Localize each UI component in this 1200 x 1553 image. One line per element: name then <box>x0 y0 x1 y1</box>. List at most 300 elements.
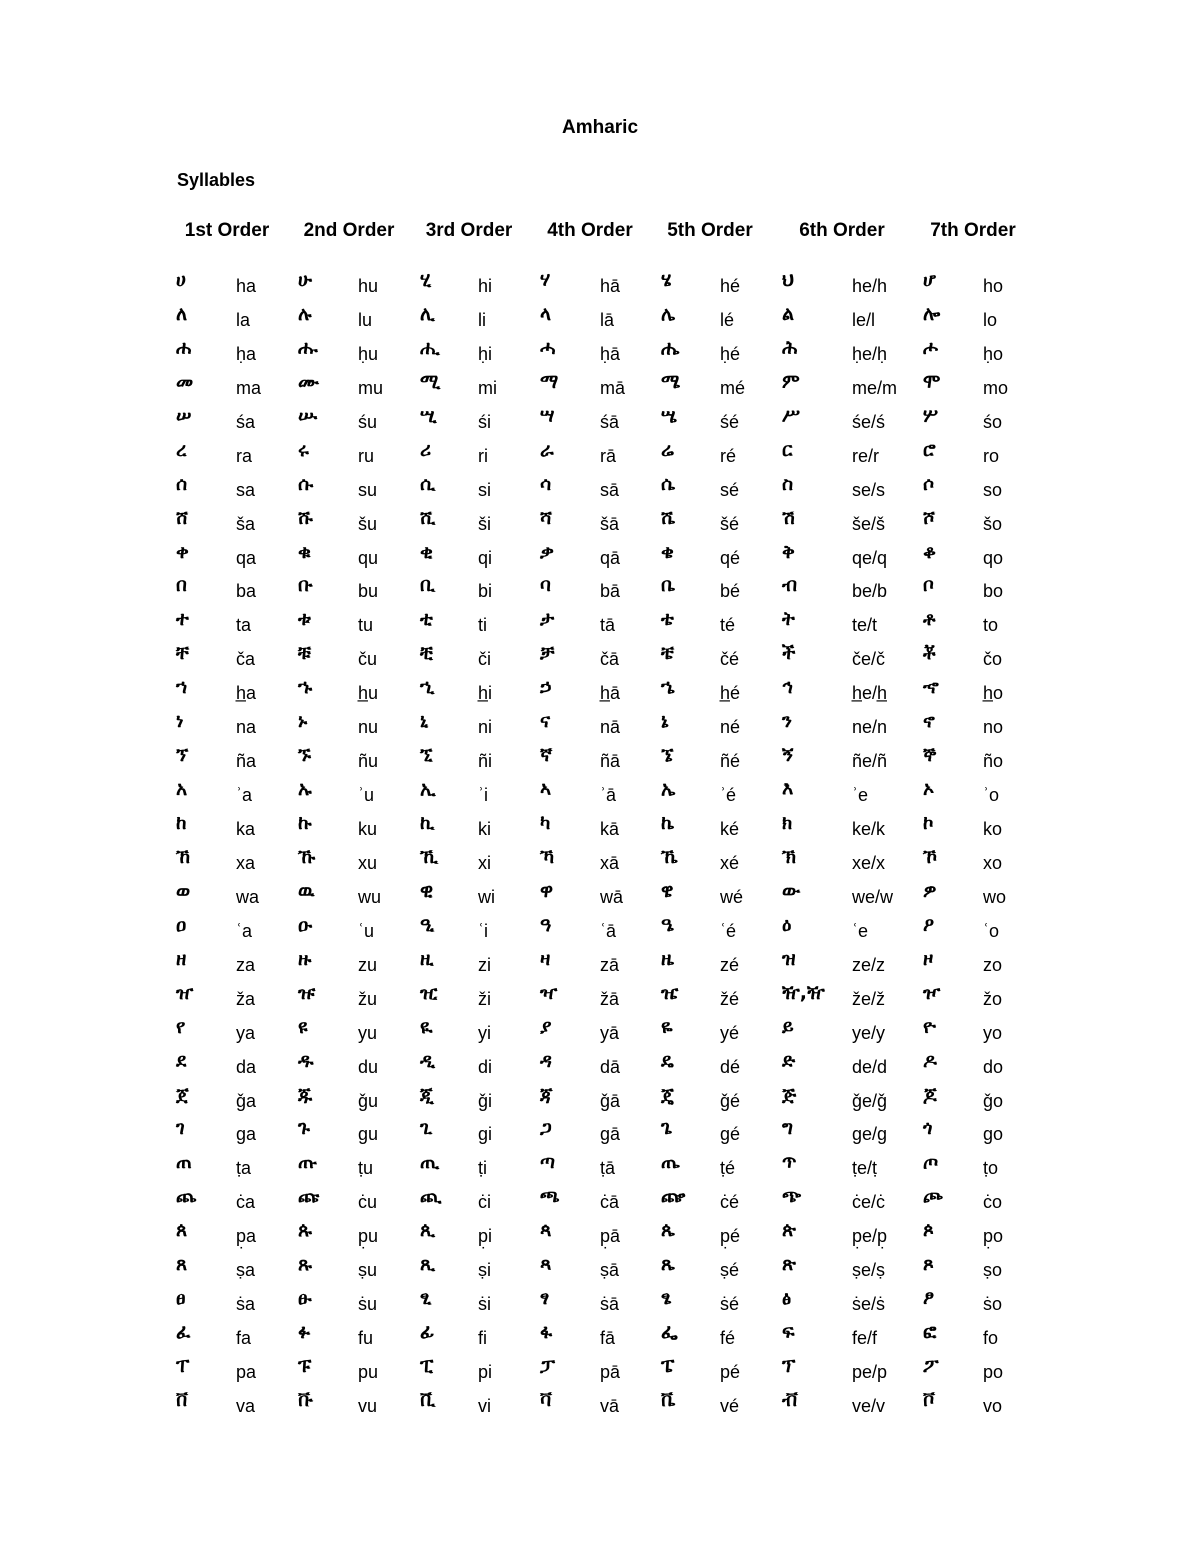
transliteration: p̣é <box>720 1226 741 1247</box>
fidel-glyph: ኣ <box>540 778 552 801</box>
transliteration: zo <box>983 954 1003 975</box>
fidel-glyph: ይ <box>782 1015 794 1038</box>
table-row <box>0 540 1200 574</box>
transliteration: še/š <box>852 513 886 534</box>
transliteration: śu <box>358 411 378 432</box>
transliteration: čo <box>983 649 1003 670</box>
transliteration: vi <box>478 1395 491 1416</box>
fidel-glyph: ፋ <box>540 1321 553 1344</box>
fidel-glyph: ኂ <box>420 676 435 699</box>
fidel-glyph: ፓ <box>540 1355 556 1377</box>
table-row <box>0 1354 1200 1388</box>
transliteration: xo <box>983 852 1003 873</box>
fidel-glyph: ገ <box>176 1117 185 1140</box>
transliteration: bo <box>983 581 1004 602</box>
transliteration: zi <box>478 954 491 975</box>
fidel-glyph: ኁ <box>298 676 313 699</box>
table-row <box>0 1015 1200 1049</box>
fidel-glyph: ኻ <box>540 845 555 868</box>
transliteration: ri <box>478 445 488 466</box>
fidel-glyph: ደ <box>176 1049 187 1072</box>
fidel-glyph: ሄ <box>661 269 672 291</box>
fidel-glyph: ኛ <box>540 744 553 767</box>
transliteration: da <box>236 1056 257 1077</box>
fidel-glyph: ጩ <box>298 1185 320 1208</box>
fidel-glyph: ዌ <box>661 879 674 902</box>
table-row <box>0 675 1200 709</box>
transliteration: ke/k <box>852 819 886 839</box>
transliteration: wa <box>236 886 260 907</box>
fidel-glyph: ዴ <box>661 1049 674 1072</box>
fidel-glyph: ዘ <box>176 947 187 970</box>
transliteration: sā <box>600 479 620 500</box>
transliteration: va <box>236 1395 256 1416</box>
fidel-glyph: ኬ <box>661 812 675 834</box>
transliteration: so <box>983 479 1003 500</box>
fidel-glyph: ጳ <box>540 1219 552 1242</box>
transliteration: šu <box>358 513 378 534</box>
transliteration: yo <box>983 1022 1003 1043</box>
table-row <box>0 1252 1200 1286</box>
fidel-glyph: ሩ <box>298 438 309 461</box>
transliteration: za <box>236 954 256 975</box>
transliteration: vā <box>600 1395 620 1416</box>
transliteration: ve/v <box>852 1395 886 1416</box>
transliteration: we/w <box>852 886 894 907</box>
transliteration: p̣i <box>478 1226 493 1247</box>
transliteration: ċe/ċ <box>852 1192 886 1213</box>
fidel-glyph: ሳ <box>540 472 552 495</box>
fidel-glyph: ኦ <box>923 778 935 801</box>
fidel-glyph: ኸ <box>176 845 191 868</box>
header-5th-order: 5th Order <box>667 220 753 241</box>
transliteration: xa <box>236 852 256 873</box>
transliteration: du <box>358 1056 379 1077</box>
transliteration: mā <box>600 377 626 398</box>
transliteration: dé <box>720 1056 741 1077</box>
fidel-glyph: ኖ <box>923 710 935 733</box>
transliteration: čé <box>720 649 740 670</box>
transliteration: ro <box>983 445 1000 466</box>
column-headers <box>0 220 1200 250</box>
fidel-glyph: ወ <box>176 879 191 902</box>
fidel-glyph: ት <box>782 608 795 631</box>
table-row <box>0 1049 1200 1083</box>
table-row <box>0 573 1200 607</box>
transliteration: ǧu <box>358 1090 379 1111</box>
fidel-glyph: ኙ <box>298 744 311 767</box>
transliteration: ču <box>358 649 378 670</box>
fidel-glyph: ቫ <box>540 1388 552 1411</box>
table-row <box>0 404 1200 438</box>
transliteration: pu <box>358 1362 379 1382</box>
fidel-glyph: ሼ <box>661 506 676 529</box>
transliteration: le/l <box>852 309 876 330</box>
fidel-glyph: ቡ <box>298 574 313 597</box>
transliteration: wā <box>600 886 624 907</box>
transliteration: h̲e/h̲ <box>852 683 888 704</box>
fidel-glyph: ፍ <box>782 1321 795 1344</box>
fidel-glyph: ጹ <box>298 1253 312 1276</box>
fidel-glyph: ቂ <box>420 540 433 563</box>
fidel-glyph: ማ <box>540 370 559 393</box>
transliteration: ṡé <box>720 1294 740 1315</box>
transliteration: ḥā <box>600 343 621 364</box>
fidel-glyph: ቼ <box>661 642 675 665</box>
fidel-glyph: ክ <box>782 812 793 834</box>
fidel-glyph: ጰ <box>176 1219 188 1242</box>
transliteration: ʿe <box>852 920 869 941</box>
table-row <box>0 1286 1200 1320</box>
fidel-glyph: ቨ <box>176 1388 188 1411</box>
transliteration: xā <box>600 852 620 873</box>
transliteration: ṡi <box>478 1294 491 1315</box>
fidel-glyph: ቱ <box>298 608 311 631</box>
transliteration: ké <box>720 819 740 839</box>
fidel-glyph: ሞ <box>923 370 941 393</box>
transliteration: ḥi <box>478 343 493 364</box>
fidel-glyph: ዤ <box>661 981 679 1004</box>
transliteration: lo <box>983 309 998 330</box>
fidel-glyph: ዙ <box>298 947 312 970</box>
fidel-glyph: ቶ <box>923 608 936 631</box>
transliteration: ko <box>983 819 1003 839</box>
transliteration: ʾo <box>983 785 1000 806</box>
fidel-glyph: ጌ <box>661 1117 673 1140</box>
fidel-glyph: ቀ <box>176 540 189 563</box>
fidel-glyph: ች <box>782 642 796 665</box>
transliteration: wu <box>358 886 382 907</box>
fidel-glyph: ዣ <box>540 981 558 1004</box>
fidel-glyph: ሤ <box>661 404 678 427</box>
transliteration: ṡā <box>600 1294 620 1315</box>
fidel-glyph: ሴ <box>661 472 676 495</box>
transliteration: h̲u <box>358 683 379 704</box>
transliteration: lā <box>600 309 615 330</box>
transliteration: ǧa <box>236 1090 257 1111</box>
transliteration: čā <box>600 649 620 670</box>
fidel-glyph: ጠ <box>176 1151 192 1174</box>
transliteration: sé <box>720 479 740 500</box>
transliteration: žé <box>720 988 740 1009</box>
transliteration: re/r <box>852 445 879 466</box>
fidel-glyph: ተ <box>176 608 189 631</box>
fidel-glyph: ጨ <box>176 1185 197 1208</box>
transliteration: dā <box>600 1056 621 1077</box>
fidel-glyph: ጺ <box>420 1253 436 1276</box>
transliteration: me/m <box>852 377 897 398</box>
transliteration: wo <box>983 886 1007 907</box>
transliteration: pe/p <box>852 1362 888 1382</box>
fidel-glyph: ሚ <box>420 370 441 393</box>
table-row <box>0 777 1200 811</box>
fidel-glyph: ብ <box>782 574 798 597</box>
fidel-glyph: ቹ <box>298 642 312 665</box>
fidel-glyph: ቭ <box>782 1388 798 1411</box>
fidel-glyph: ዊ <box>420 879 434 902</box>
fidel-glyph: ዲ <box>420 1049 436 1072</box>
fidel-glyph: ሱ <box>298 472 314 495</box>
fidel-glyph: ጢ <box>420 1151 440 1174</box>
fidel-glyph: ኮ <box>923 812 934 834</box>
fidel-glyph: ኩ <box>298 812 312 834</box>
table-row <box>0 709 1200 743</box>
transliteration: ḥe/ḥ <box>852 343 888 364</box>
fidel-glyph: ኤ <box>661 778 676 801</box>
transliteration: gu <box>358 1124 379 1145</box>
table-row <box>0 370 1200 404</box>
fidel-glyph: መ <box>176 370 194 393</box>
transliteration: ṭa <box>236 1158 252 1179</box>
transliteration: ṣā <box>600 1260 620 1281</box>
transliteration: fo <box>983 1328 999 1349</box>
fidel-glyph: ፃ <box>540 1287 550 1310</box>
fidel-glyph: ስ <box>782 472 794 495</box>
transliteration: se/s <box>852 479 886 500</box>
table-row <box>0 947 1200 981</box>
fidel-glyph: ሺ <box>420 506 436 529</box>
transliteration: že/ž <box>852 988 886 1009</box>
fidel-glyph: ጶ <box>923 1219 934 1242</box>
transliteration: qa <box>236 547 257 568</box>
transliteration: ʿi <box>478 920 488 941</box>
transliteration: su <box>358 479 378 500</box>
fidel-glyph: ዦ <box>923 981 941 1004</box>
fidel-glyph: ፕ <box>782 1355 796 1377</box>
transliteration: ṭu <box>358 1158 374 1179</box>
transliteration: ho <box>983 276 1004 296</box>
transliteration: mo <box>983 377 1009 398</box>
transliteration: ḥé <box>720 343 741 364</box>
transliteration: hé <box>720 276 741 296</box>
fidel-glyph: ሎ <box>923 302 941 325</box>
transliteration: ṭā <box>600 1158 616 1179</box>
transliteration: to <box>983 615 999 636</box>
transliteration: yu <box>358 1022 378 1043</box>
table-row <box>0 641 1200 675</box>
transliteration: do <box>983 1056 1004 1077</box>
fidel-glyph: ሾ <box>923 506 935 529</box>
fidel-glyph: ዠ <box>176 981 194 1004</box>
transliteration: tu <box>358 615 374 636</box>
fidel-glyph: ሀ <box>176 269 186 291</box>
transliteration: he/h <box>852 276 888 296</box>
transliteration: pi <box>478 1362 493 1382</box>
fidel-glyph: ኹ <box>298 845 316 868</box>
transliteration: fé <box>720 1328 736 1349</box>
fidel-glyph: ጫ <box>540 1185 560 1208</box>
fidel-glyph: ረ <box>176 438 187 461</box>
transliteration: ċi <box>478 1192 491 1213</box>
fidel-glyph: ኑ <box>298 710 308 733</box>
fidel-glyph: ጥ <box>782 1151 797 1174</box>
transliteration: qu <box>358 547 379 568</box>
fidel-glyph: ሽ <box>782 506 795 529</box>
fidel-glyph: ዐ <box>176 913 187 936</box>
table-row <box>0 472 1200 506</box>
transliteration: žā <box>600 988 620 1009</box>
transliteration: ñé <box>720 751 741 772</box>
fidel-glyph: ቺ <box>420 642 433 665</box>
fidel-glyph: ጾ <box>923 1253 934 1276</box>
fidel-glyph: ፄ <box>661 1287 672 1310</box>
transliteration: ša <box>236 513 256 534</box>
fidel-glyph: ዉ <box>298 879 315 902</box>
transliteration: ṡu <box>358 1294 378 1315</box>
fidel-glyph: ቬ <box>661 1388 676 1411</box>
fidel-glyph: ሻ <box>540 506 552 529</box>
fidel-glyph: ዮ <box>923 1015 936 1038</box>
transliteration: né <box>720 717 741 738</box>
fidel-glyph: ኆ <box>923 676 939 699</box>
transliteration: ge/g <box>852 1124 888 1145</box>
transliteration: ré <box>720 445 737 466</box>
transliteration: si <box>478 479 491 500</box>
transliteration: bā <box>600 581 621 602</box>
transliteration: hi <box>478 276 493 296</box>
fidel-glyph: ዔ <box>661 913 674 936</box>
fidel-glyph: ሠ <box>176 404 192 427</box>
transliteration: ni <box>478 717 493 738</box>
fidel-glyph: ሑ <box>298 336 318 359</box>
fidel-glyph: ዬ <box>661 1015 673 1038</box>
transliteration: ċu <box>358 1192 378 1213</box>
fidel-glyph: ሌ <box>661 302 676 325</box>
transliteration: ʿo <box>983 920 1000 941</box>
fidel-glyph: ጡ <box>298 1151 318 1174</box>
transliteration: ǧe/ǧ <box>852 1090 888 1111</box>
transliteration: wi <box>478 886 495 907</box>
fidel-glyph: ዒ <box>420 913 435 936</box>
fidel-glyph: ዝ <box>782 947 796 970</box>
transliteration: fa <box>236 1328 252 1349</box>
fidel-glyph: ቴ <box>661 608 674 631</box>
transliteration: ži <box>478 988 491 1009</box>
transliteration: ñā <box>600 751 621 772</box>
transliteration: p̣a <box>236 1226 257 1247</box>
transliteration: bi <box>478 581 493 602</box>
fidel-glyph: ዪ <box>420 1015 433 1038</box>
transliteration: lé <box>720 309 735 330</box>
fidel-glyph: አ <box>176 778 188 801</box>
transliteration: ṡe/ṡ <box>852 1294 886 1315</box>
transliteration: ǧi <box>478 1090 493 1111</box>
transliteration: ha <box>236 276 257 296</box>
transliteration: ṣa <box>236 1260 256 1281</box>
transliteration: ña <box>236 751 257 772</box>
transliteration: śi <box>478 411 491 432</box>
transliteration: ʾa <box>236 785 253 806</box>
transliteration: bu <box>358 581 379 602</box>
transliteration: mé <box>720 377 746 398</box>
fidel-glyph: ሆ <box>923 269 936 291</box>
fidel-glyph: ን <box>782 710 792 733</box>
table-row <box>0 879 1200 913</box>
table-row <box>0 268 1200 302</box>
fidel-glyph: ፈ <box>176 1321 191 1344</box>
fidel-glyph: ጵ <box>782 1219 796 1242</box>
table-row <box>0 845 1200 879</box>
fidel-glyph: ሉ <box>298 302 312 325</box>
fidel-glyph: ሒ <box>420 336 440 359</box>
fidel-glyph: ጁ <box>298 1083 313 1106</box>
fidel-glyph: ጋ <box>540 1117 552 1140</box>
fidel-glyph: ነ <box>176 710 184 733</box>
fidel-glyph: ኢ <box>420 778 436 801</box>
transliteration: nu <box>358 717 379 738</box>
fidel-glyph: ሲ <box>420 472 436 495</box>
transliteration: vé <box>720 1395 740 1416</box>
fidel-glyph: ያ <box>540 1015 552 1038</box>
fidel-glyph: ፂ <box>420 1287 432 1310</box>
fidel-glyph: ኾ <box>923 845 937 868</box>
fidel-glyph: ሥ <box>782 404 801 427</box>
fidel-glyph: ፖ <box>923 1355 939 1377</box>
table-row <box>0 743 1200 777</box>
transliteration: ǧo <box>983 1090 1004 1111</box>
fidel-glyph: ሹ <box>298 506 313 529</box>
fidel-glyph: ዖ <box>923 913 935 936</box>
fidel-glyph: ሣ <box>540 404 555 427</box>
fidel-glyph: ኼ <box>661 845 678 868</box>
transliteration: ḥu <box>358 343 379 364</box>
transliteration: nā <box>600 717 621 738</box>
transliteration: śo <box>983 411 1003 432</box>
transliteration: rā <box>600 445 617 466</box>
fidel-glyph: ቆ <box>923 540 936 563</box>
transliteration: pé <box>720 1362 741 1382</box>
transliteration: hā <box>600 276 621 296</box>
fidel-glyph: ኽ <box>782 845 796 868</box>
fidel-glyph: ጊ <box>420 1117 433 1140</box>
transliteration: h̲i <box>478 683 493 704</box>
fidel-glyph: ዶ <box>923 1049 937 1072</box>
transliteration: śé <box>720 411 740 432</box>
fidel-glyph: ጂ <box>420 1083 434 1106</box>
fidel-glyph: ሐ <box>176 336 192 359</box>
transliteration: la <box>236 309 251 330</box>
fidel-glyph: ኞ <box>923 744 937 767</box>
transliteration: tā <box>600 615 616 636</box>
fidel-glyph: ኃ <box>540 676 552 699</box>
fidel-glyph: ር <box>782 438 793 461</box>
transliteration: ga <box>236 1124 257 1145</box>
transliteration: li <box>478 309 486 330</box>
fidel-glyph: ጬ <box>661 1185 686 1208</box>
table-row <box>0 607 1200 641</box>
table-row <box>0 438 1200 472</box>
transliteration: fā <box>600 1328 616 1349</box>
fidel-glyph: ጴ <box>661 1219 675 1242</box>
fidel-glyph: ዑ <box>298 913 313 936</box>
fidel-glyph: ሮ <box>923 438 936 461</box>
transliteration: de/d <box>852 1056 888 1077</box>
fidel-glyph: ሰ <box>176 472 188 495</box>
fidel-glyph: ፁ <box>298 1287 312 1310</box>
transliteration: ñi <box>478 751 493 772</box>
transliteration: p̣u <box>358 1226 379 1247</box>
transliteration: qi <box>478 547 493 568</box>
header-4th-order: 4th Order <box>547 220 633 241</box>
transliteration: zā <box>600 954 620 975</box>
fidel-glyph: ፑ <box>298 1355 312 1377</box>
fidel-glyph: ሶ <box>923 472 935 495</box>
transliteration: p̣e/p̣ <box>852 1226 888 1247</box>
transliteration: ṣé <box>720 1260 740 1281</box>
transliteration: p̣o <box>983 1226 1004 1247</box>
fidel-glyph: ታ <box>540 608 555 631</box>
fidel-glyph: ዥ,ዥ <box>782 981 825 1004</box>
